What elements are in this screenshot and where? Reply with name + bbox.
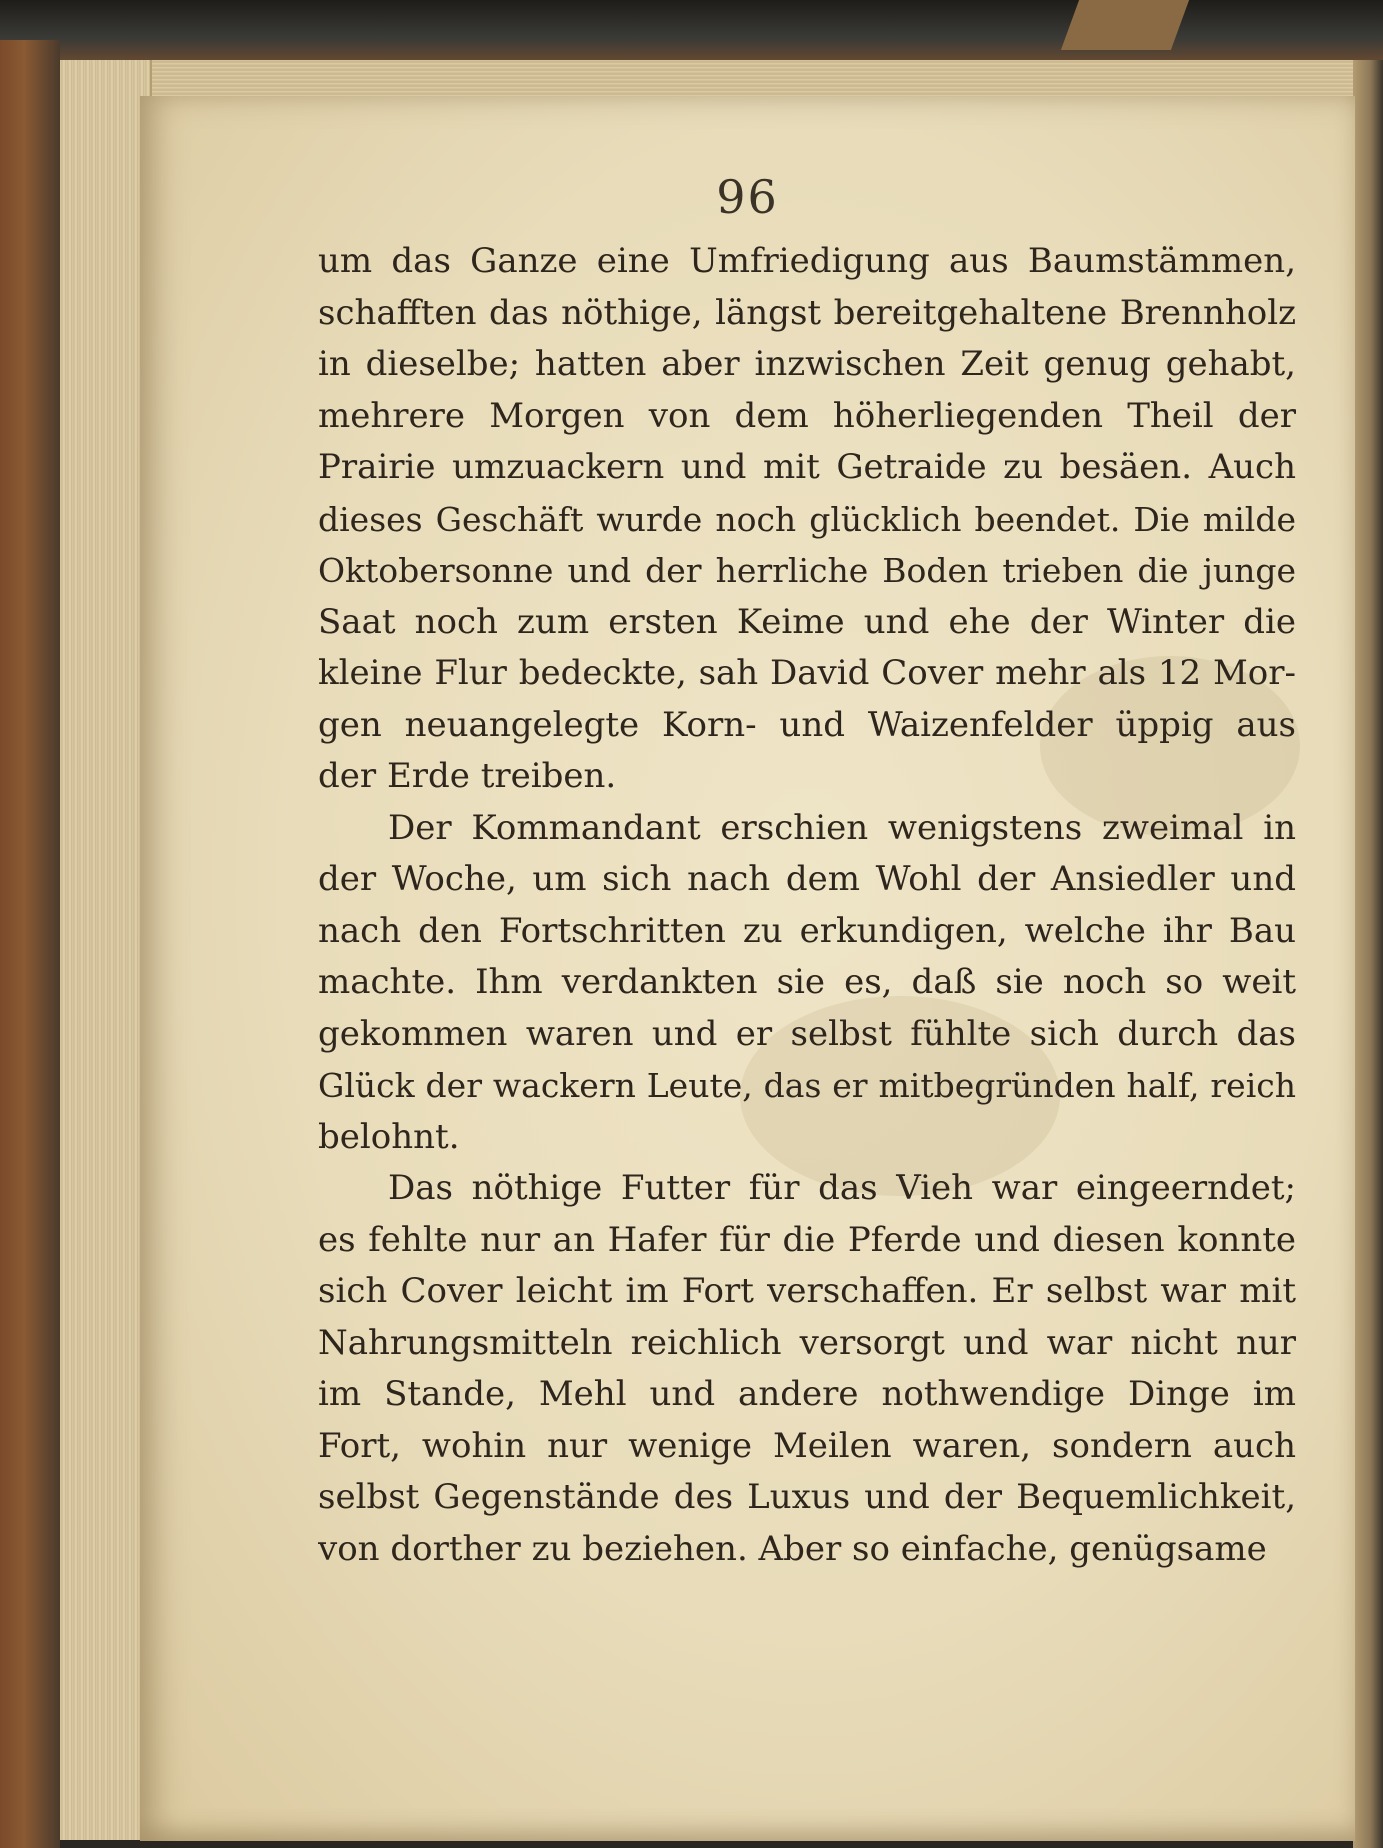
book-cover-left (0, 40, 60, 1848)
text-line: dieses Geschäft wurde noch glücklich beendet. Die milde (318, 499, 1296, 539)
text-line: mehrere Morgen von dem höherliegenden Theil der (318, 395, 1296, 436)
page-edges-right (1353, 60, 1383, 1848)
text-line: Saat noch zum ersten Keime und ehe der Winter die (318, 601, 1296, 642)
text-line: Das nöthige Futter für das Vieh war eingeerndet; (388, 1168, 1296, 1208)
text-line: gen neuangelegte Korn- und Waizenfelder üppig aus (318, 704, 1296, 745)
text-line: Prairie umzuackern und mit Getraide zu besäen. Auch (318, 447, 1296, 487)
cover-tab (1061, 0, 1189, 50)
text-line: belohnt. (318, 1116, 460, 1157)
page-number: 96 (716, 170, 779, 224)
text-line: Nahrungsmitteln reichlich versorgt und war nicht nur (318, 1322, 1296, 1363)
paragraph (318, 236, 1296, 803)
book-page (140, 96, 1355, 1841)
text-line: Der Kommandant erschien wenigstens zweimal in (388, 807, 1296, 848)
text-line: sich Cover leicht im Fort verschaffen. Er selbst war mit (318, 1271, 1296, 1311)
text-line: in dieselbe; hatten aber inzwischen Zeit genug gehabt, (318, 344, 1296, 384)
paragraph (318, 803, 1296, 1164)
text-line: Glück der wackern Leute, das er mitbegründen half, reich (318, 1066, 1296, 1105)
text-line: Oktobersonne und der herrliche Boden trieben die junge (318, 551, 1296, 590)
text-line: der Erde treiben. (318, 756, 617, 796)
page-edges-top (60, 60, 1370, 100)
text-line: gekommen waren und er selbst fühlte sich durch das (318, 1013, 1296, 1054)
text-line: schafften das nöthige, längst bereitgehaltene Brennholz (318, 292, 1296, 333)
text-line: kleine Flur bedeckte, sah David Cover mehr als 12 Mor- (318, 653, 1296, 693)
text-line: der Woche, um sich nach dem Wohl der Ansiedler und (318, 859, 1296, 899)
paragraph (318, 1163, 1296, 1575)
text-line: nach den Fortschritten zu erkundigen, welche ihr Bau (318, 910, 1296, 951)
text-line: von dorther zu beziehen. Aber so einfache, genügsame (318, 1528, 1267, 1569)
page-edges-left (60, 60, 152, 1840)
text-line: um das Ganze eine Umfriedigung aus Baumstämmen, (318, 241, 1296, 281)
body-text (318, 236, 1296, 1575)
text-line: selbst Gegenstände des Luxus und der Bequemlichkeit, (318, 1477, 1296, 1517)
text-line: Fort, wohin nur wenige Meilen waren, sondern auch (318, 1425, 1296, 1466)
text-line: machte. Ihm verdankten sie es, daß sie noch so weit (318, 962, 1296, 1002)
text-line: im Stande, Mehl und andere nothwendige Dinge im (318, 1374, 1296, 1414)
text-line: es fehlte nur an Hafer für die Pferde und diesen konnte (318, 1219, 1296, 1260)
